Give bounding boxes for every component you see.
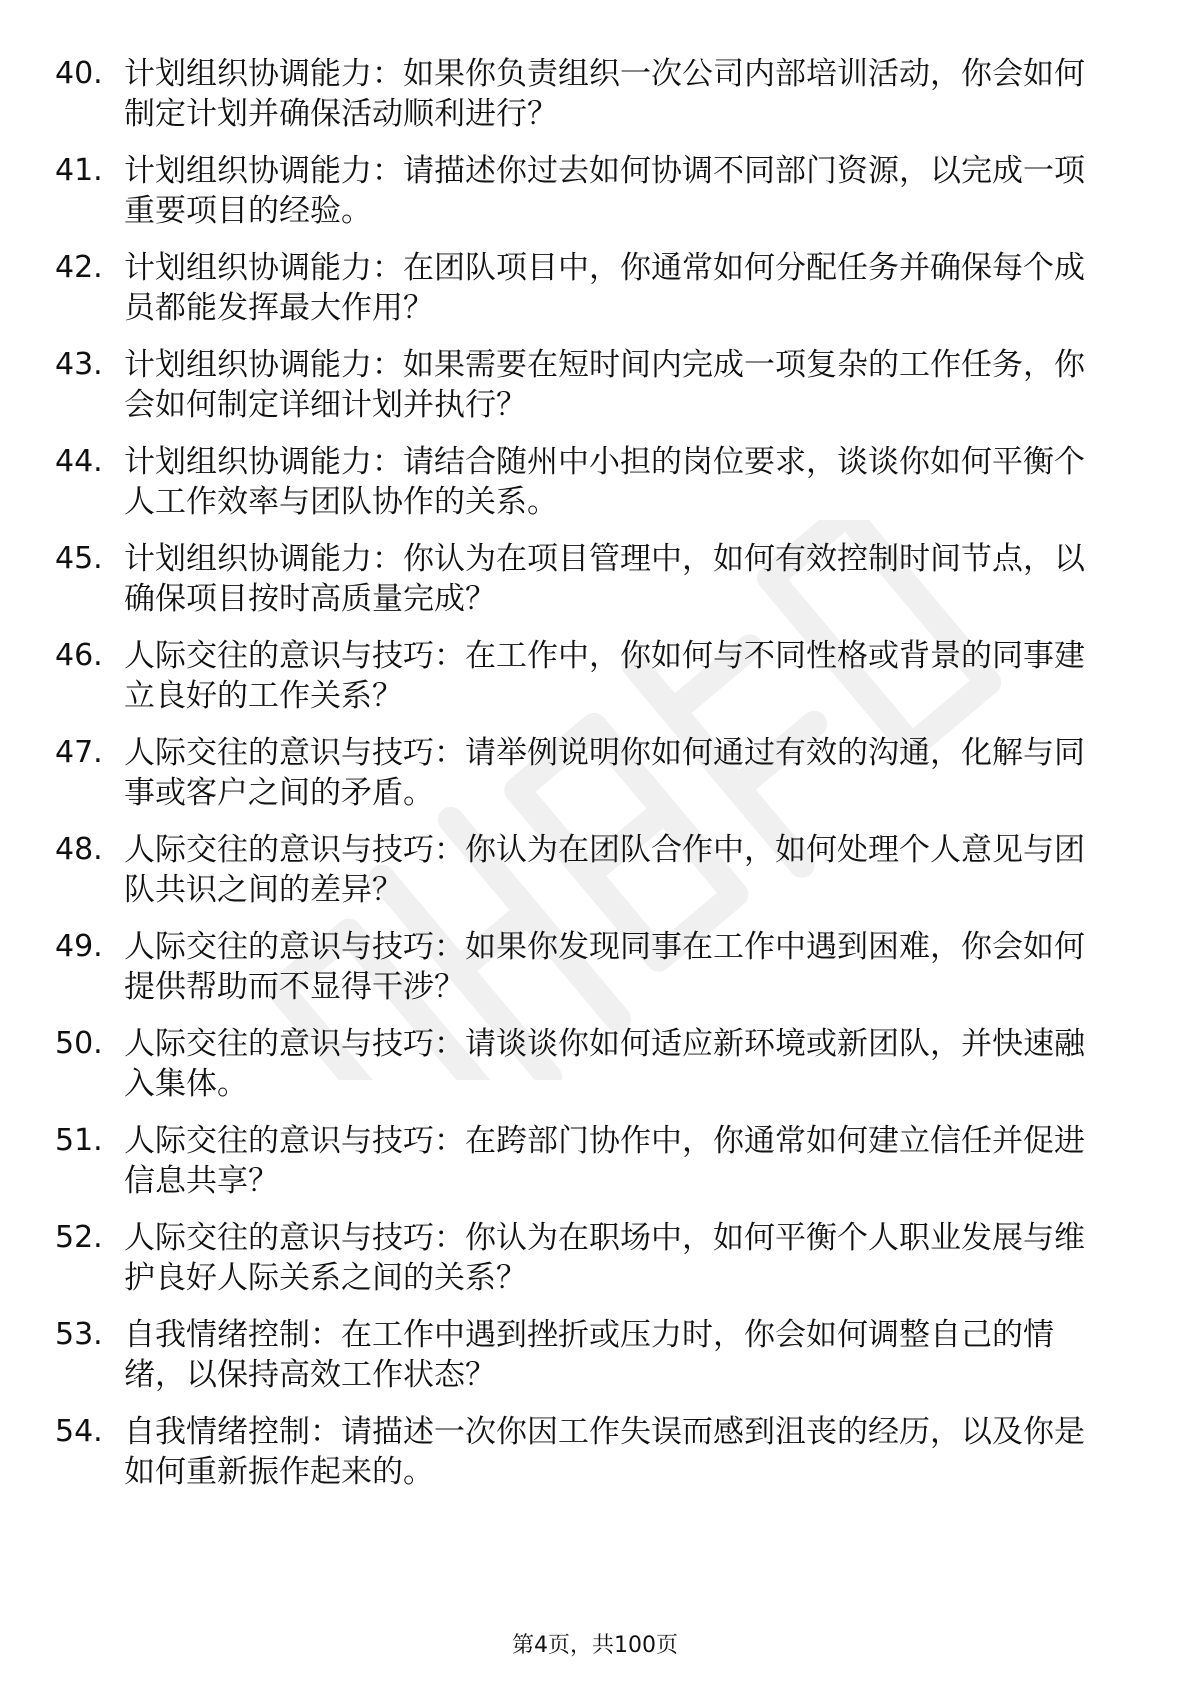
question-item [0, 151, 1190, 248]
question-text: 计划组织协调能力：请结合随州中小担的岗位要求，谈谈你如何平衡个人工作效率与团队协作的关系。 [124, 444, 1085, 520]
question-number: 50. [55, 1026, 103, 1061]
question-text: 人际交往的意识与技巧：在跨部门协作中，你通常如何建立信任并促进信息共享？ [124, 1123, 1085, 1199]
question-number: 54. [55, 1414, 103, 1449]
question-text: 人际交往的意识与技巧：在工作中，你如何与不同性格或背景的同事建立良好的工作关系？ [124, 638, 1085, 714]
question-number: 47. [55, 735, 103, 770]
page-number-label: 第4页，共100页 [512, 1633, 678, 1658]
question-number: 53. [55, 1317, 103, 1352]
question-text: 人际交往的意识与技巧：你认为在职场中，如何平衡个人职业发展与维护良好人际关系之间的关系？ [124, 1220, 1085, 1296]
question-item [0, 927, 1190, 1024]
question-text: 人际交往的意识与技巧：如果你发现同事在工作中遇到困难，你会如何提供帮助而不显得干涉？ [124, 929, 1085, 1005]
page-footer [0, 1631, 1190, 1661]
question-item [0, 345, 1190, 442]
question-number: 40. [55, 56, 103, 91]
question-text: 人际交往的意识与技巧：请举例说明你如何通过有效的沟通，化解与同事或客户之间的矛盾。 [124, 735, 1085, 811]
question-number: 49. [55, 929, 103, 964]
question-text: 计划组织协调能力：请描述你过去如何协调不同部门资源，以完成一项重要项目的经验。 [124, 153, 1085, 229]
question-number: 41. [55, 153, 103, 188]
question-item [0, 54, 1190, 151]
question-text: 自我情绪控制：在工作中遇到挫折或压力时，你会如何调整自己的情绪，以保持高效工作状态？ [124, 1317, 1054, 1393]
question-number: 43. [55, 347, 103, 382]
question-item [0, 1024, 1190, 1121]
question-item [0, 733, 1190, 830]
question-item [0, 539, 1190, 636]
question-text: 计划组织协调能力：你认为在项目管理中，如何有效控制时间节点，以确保项目按时高质量完成？ [124, 541, 1085, 617]
question-number: 44. [55, 444, 103, 479]
question-item [0, 248, 1190, 345]
question-text: 自我情绪控制：请描述一次你因工作失误而感到沮丧的经历，以及你是如何重新振作起来的。 [124, 1414, 1085, 1490]
question-list [0, 54, 1190, 1509]
question-item [0, 1412, 1190, 1509]
question-number: 45. [55, 541, 103, 576]
question-number: 51. [55, 1123, 103, 1158]
question-text: 人际交往的意识与技巧：请谈谈你如何适应新环境或新团队，并快速融入集体。 [124, 1026, 1085, 1102]
question-number: 46. [55, 638, 103, 673]
question-text: 计划组织协调能力：在团队项目中，你通常如何分配任务并确保每个成员都能发挥最大作用？ [124, 250, 1085, 326]
question-item [0, 636, 1190, 733]
question-number: 42. [55, 250, 103, 285]
question-item [0, 830, 1190, 927]
question-text: 计划组织协调能力：如果需要在短时间内完成一项复杂的工作任务，你会如何制定详细计划并执行？ [124, 347, 1085, 423]
question-text: 计划组织协调能力：如果你负责组织一次公司内部培训活动，你会如何制定计划并确保活动顺利进行？ [124, 56, 1085, 132]
question-item [0, 442, 1190, 539]
question-text: 人际交往的意识与技巧：你认为在团队合作中，如何处理个人意见与团队共识之间的差异？ [124, 832, 1085, 908]
question-number: 52. [55, 1220, 103, 1255]
question-item [0, 1121, 1190, 1218]
question-item [0, 1218, 1190, 1315]
question-item [0, 1315, 1190, 1412]
question-number: 48. [55, 832, 103, 867]
